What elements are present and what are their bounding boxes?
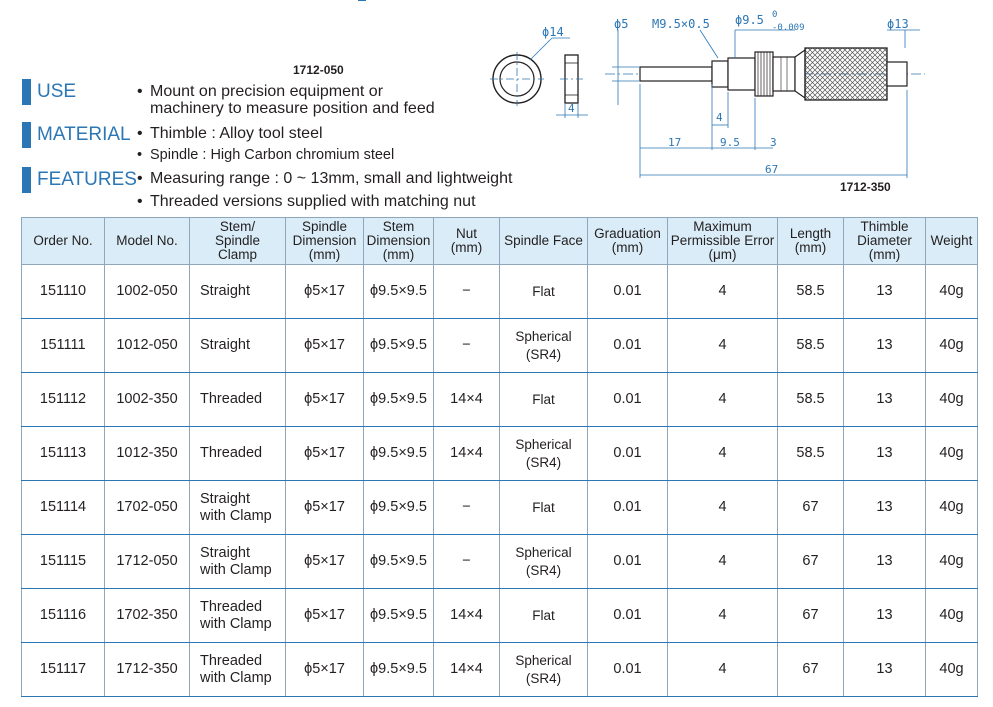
cell-face: Flat (500, 265, 588, 319)
spindle-len-dim: 17 (668, 136, 682, 149)
cell-nut: − (434, 481, 500, 535)
table-row (22, 643, 978, 697)
column-header-line: Length (789, 226, 832, 241)
column-header (668, 218, 778, 265)
stem-tol-lower: -0.009 (772, 23, 805, 33)
cell-error: 4 (668, 427, 778, 481)
cell-clamp: Threaded with Clamp (190, 589, 286, 643)
column-header-line: (μm) (708, 247, 737, 262)
column-header-line: (mm) (308, 247, 341, 262)
cell-error: 4 (668, 319, 778, 373)
cell-length: 58.5 (778, 319, 844, 373)
column-header (105, 218, 190, 265)
table-row (22, 319, 978, 373)
cell-nut: 14×4 (434, 643, 500, 697)
cell-thimble: 13 (844, 427, 926, 481)
cell-spindle: ϕ5×17 (286, 589, 364, 643)
cell-order: 151117 (22, 643, 105, 697)
cell-model: 1712-050 (105, 535, 190, 589)
nut-width-dim: 4 (568, 102, 575, 115)
cell-weight: 40g (926, 373, 978, 427)
column-header-line: Weight (930, 233, 973, 248)
cell-grad: 0.01 (588, 643, 668, 697)
column-header-line: (mm) (450, 240, 483, 255)
table-row (22, 535, 978, 589)
cell-order: 151115 (22, 535, 105, 589)
cell-order: 151116 (22, 589, 105, 643)
column-header-line: Dimension (292, 233, 357, 248)
cell-order: 151110 (22, 265, 105, 319)
column-header (286, 218, 364, 265)
cell-weight: 40g (926, 319, 978, 373)
cell-clamp: Straight with Clamp (190, 481, 286, 535)
cell-model: 1002-350 (105, 373, 190, 427)
cell-model: 1012-350 (105, 427, 190, 481)
cell-stem: ϕ9.5×9.5 (364, 589, 434, 643)
thread-dim: M9.5×0.5 (652, 17, 710, 31)
nut-front-view (490, 38, 570, 106)
cell-error: 4 (668, 373, 778, 427)
cell-face: Spherical (SR4) (500, 643, 588, 697)
cell-error: 4 (668, 481, 778, 535)
spec-table (21, 217, 978, 697)
cell-length: 67 (778, 481, 844, 535)
cell-stem: ϕ9.5×9.5 (364, 265, 434, 319)
table-row (22, 265, 978, 319)
cell-clamp: Straight (190, 319, 286, 373)
column-header-line: (mm) (382, 247, 415, 262)
cell-thimble: 13 (844, 535, 926, 589)
cell-spindle: ϕ5×17 (286, 427, 364, 481)
column-header-line: Spindle (214, 233, 261, 248)
column-header-line: Dimension (366, 233, 431, 248)
collar-dim: 3 (770, 136, 777, 149)
cell-error: 4 (668, 265, 778, 319)
cell-spindle: ϕ5×17 (286, 535, 364, 589)
column-header-line: Spindle (301, 219, 348, 234)
cell-grad: 0.01 (588, 265, 668, 319)
column-header-line: Diameter (857, 233, 912, 248)
cell-thimble: 13 (844, 373, 926, 427)
cell-model: 1712-350 (105, 643, 190, 697)
cell-length: 58.5 (778, 265, 844, 319)
cell-thimble: 13 (844, 643, 926, 697)
cell-nut: 14×4 (434, 373, 500, 427)
column-header (22, 218, 105, 265)
stem-tol-upper: 0 (772, 10, 778, 20)
spec-table-head (22, 218, 978, 265)
column-header-line: (mm) (611, 240, 644, 255)
cell-stem: ϕ9.5×9.5 (364, 427, 434, 481)
cell-nut: 14×4 (434, 427, 500, 481)
cell-grad: 0.01 (588, 481, 668, 535)
cell-model: 1002-050 (105, 265, 190, 319)
column-header-line: Maximum (693, 219, 752, 234)
cell-order: 151113 (22, 427, 105, 481)
cell-clamp: Straight (190, 265, 286, 319)
cell-nut: 14×4 (434, 589, 500, 643)
cell-weight: 40g (926, 265, 978, 319)
table-row (22, 481, 978, 535)
cell-face: Spherical (SR4) (500, 319, 588, 373)
stem-len-dim: 9.5 (720, 136, 740, 149)
cell-model: 1012-050 (105, 319, 190, 373)
cell-nut: − (434, 265, 500, 319)
column-header (434, 218, 500, 265)
cell-error: 4 (668, 589, 778, 643)
table-row (22, 427, 978, 481)
cell-error: 4 (668, 643, 778, 697)
micrometer-head (605, 48, 925, 100)
column-header-line: (mm) (868, 247, 901, 262)
spec-table-body (22, 265, 978, 697)
cell-spindle: ϕ5×17 (286, 373, 364, 427)
table-row (22, 373, 978, 427)
material-label-text: MATERIAL (37, 124, 131, 145)
cell-model: 1702-050 (105, 481, 190, 535)
cell-face: Flat (500, 373, 588, 427)
cell-spindle: ϕ5×17 (286, 265, 364, 319)
column-header (500, 218, 588, 265)
cell-face: Flat (500, 481, 588, 535)
column-header-line: Order No. (33, 233, 93, 248)
cell-clamp: Straight with Clamp (190, 535, 286, 589)
use-label-text: USE (37, 81, 77, 102)
cell-weight: 40g (926, 589, 978, 643)
cell-clamp: Threaded (190, 373, 286, 427)
column-header (926, 218, 978, 265)
cell-spindle: ϕ5×17 (286, 319, 364, 373)
micrometer-drawing (0, 0, 993, 215)
cell-weight: 40g (926, 643, 978, 697)
thimble-dia-dim: ϕ13 (887, 17, 909, 31)
nut-dia-dim: ϕ14 (542, 25, 564, 39)
cell-stem: ϕ9.5×9.5 (364, 319, 434, 373)
column-header (588, 218, 668, 265)
cell-stem: ϕ9.5×9.5 (364, 643, 434, 697)
column-header-line: Clamp (217, 247, 257, 262)
column-header-line: Graduation (594, 226, 661, 241)
stem-dia-dim: ϕ9.5 (735, 13, 764, 27)
features-line-1: • Measuring range : 0 ~ 13mm, small and lightweight (137, 170, 513, 187)
column-header (778, 218, 844, 265)
cell-clamp: Threaded (190, 427, 286, 481)
column-header (190, 218, 286, 265)
cell-weight: 40g (926, 535, 978, 589)
column-header-line: Stem (382, 219, 415, 234)
cell-weight: 40g (926, 427, 978, 481)
spindle-dia-dim: ϕ5 (614, 17, 629, 31)
cell-length: 67 (778, 589, 844, 643)
use-line-1: • Mount on precision equipment or (137, 83, 384, 100)
material-line-2: • Spindle : High Carbon chromium steel (137, 147, 395, 163)
cell-nut: − (434, 535, 500, 589)
cell-thimble: 13 (844, 319, 926, 373)
column-header-line: Nut (455, 226, 477, 241)
header-row (22, 218, 978, 265)
cell-grad: 0.01 (588, 535, 668, 589)
cell-model: 1702-350 (105, 589, 190, 643)
cell-face: Flat (500, 589, 588, 643)
table-row (22, 589, 978, 643)
cell-order: 151114 (22, 481, 105, 535)
cell-stem: ϕ9.5×9.5 (364, 373, 434, 427)
material-line-1: • Thimble : Alloy tool steel (137, 125, 323, 142)
cell-order: 151112 (22, 373, 105, 427)
drawing-caption-1712-350: 1712-350 (840, 180, 891, 194)
cell-length: 67 (778, 535, 844, 589)
cell-nut: − (434, 319, 500, 373)
use-line-2: machinery to measure position and feed (150, 100, 435, 117)
cell-grad: 0.01 (588, 373, 668, 427)
cell-order: 151111 (22, 319, 105, 373)
cell-spindle: ϕ5×17 (286, 643, 364, 697)
cell-spindle: ϕ5×17 (286, 481, 364, 535)
features-line-2: • Threaded versions supplied with matching nut (137, 193, 476, 210)
column-header-line: Thimble (860, 219, 909, 234)
clamp-width-dim: 4 (716, 111, 723, 124)
drawing-caption-1712-050: 1712-050 (293, 63, 344, 77)
features-label-text: FEATURES (37, 169, 137, 190)
cell-length: 67 (778, 643, 844, 697)
column-header-line: Spindle Face (504, 233, 583, 248)
column-header (844, 218, 926, 265)
cell-stem: ϕ9.5×9.5 (364, 535, 434, 589)
cell-grad: 0.01 (588, 319, 668, 373)
cell-length: 58.5 (778, 373, 844, 427)
cell-thimble: 13 (844, 481, 926, 535)
cell-thimble: 13 (844, 265, 926, 319)
cell-face: Spherical (SR4) (500, 535, 588, 589)
column-header (364, 218, 434, 265)
cell-clamp: Threaded with Clamp (190, 643, 286, 697)
cell-weight: 40g (926, 481, 978, 535)
total-len-dim: 67 (765, 163, 779, 176)
column-header-line: Stem/ (219, 219, 256, 234)
column-header-line: (mm) (794, 240, 827, 255)
cell-stem: ϕ9.5×9.5 (364, 481, 434, 535)
cell-length: 58.5 (778, 427, 844, 481)
cell-grad: 0.01 (588, 589, 668, 643)
cell-face: Spherical (SR4) (500, 427, 588, 481)
column-header-line: Permissible Error (670, 233, 775, 248)
cell-grad: 0.01 (588, 427, 668, 481)
cell-error: 4 (668, 535, 778, 589)
column-header-line: Model No. (116, 233, 178, 248)
cell-thimble: 13 (844, 589, 926, 643)
